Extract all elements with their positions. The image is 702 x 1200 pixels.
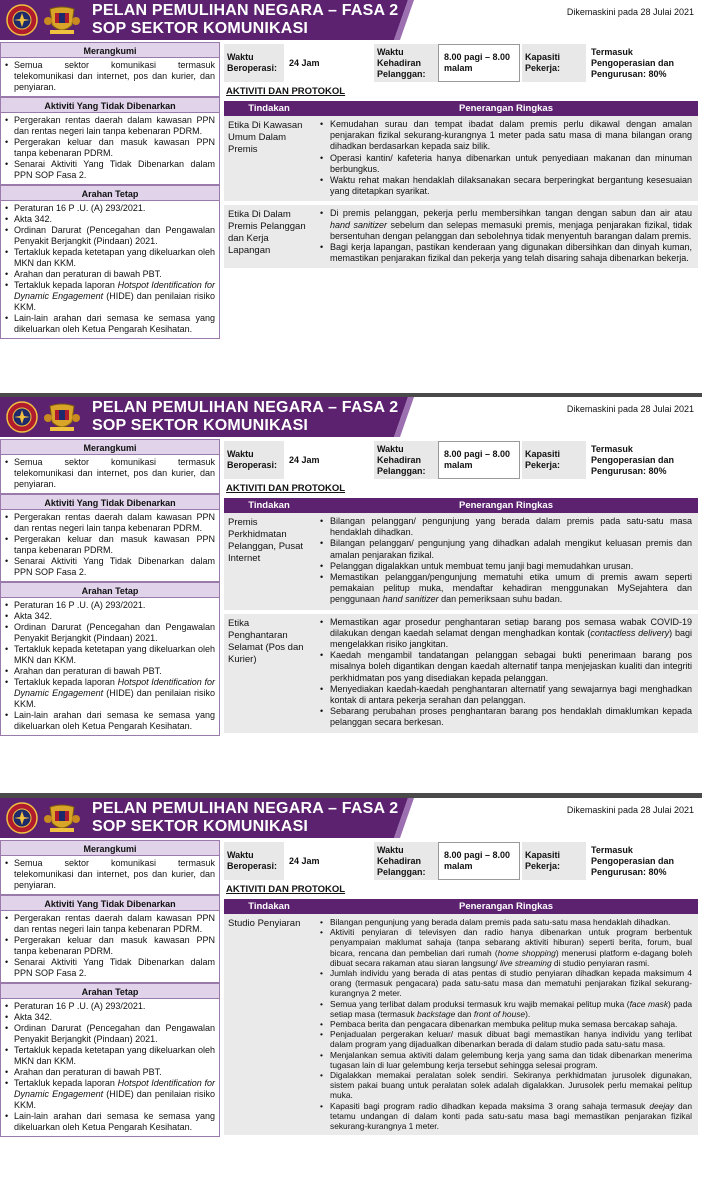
title-line-2: SOP SEKTOR KOMUNIKASI — [92, 417, 309, 434]
list-item: • Memastikan pelanggan/pengunjung mematuhi etika umum di premis awam seperti pemakaian pelitup muka, mendaftar kehadiran menggunakan MySejahtera dan penggunaan hand sanitizer dan pemeriksaan suhu badan. — [320, 572, 692, 606]
info-strip — [224, 44, 698, 82]
list-item: • Semua yang terlibat dalam produksi termasuk kru wajib memakai pelitup muka (face mask) pada setiap masa (termasuk backstage dan front of house). — [320, 999, 692, 1019]
italic-term: front of house — [473, 1008, 526, 1019]
list-item: • Tertakluk kepada laporan Hotspot Identification for Dynamic Engagement (HIDE) dan penilaian risiko KKM. — [5, 677, 215, 710]
list-item: • Pelanggan digalakkan untuk membuat temu janji bagi memudahkan urusan. — [320, 561, 692, 572]
penerangan-cell — [314, 513, 698, 610]
list-item: • Lain-lain arahan dari semasa ke semasa yang dikeluarkan oleh Ketua Pengarah Kesihatan. — [5, 710, 215, 732]
title-line-2: SOP SEKTOR KOMUNIKASI — [92, 818, 309, 835]
coat-of-arms-icon — [44, 805, 80, 832]
list-item: • Senarai Aktiviti Yang Tidak Dibenarkan dalam PPN SOP Fasa 2. — [5, 556, 215, 578]
title-line-1: PELAN PEMULIHAN NEGARA – FASA 2 — [92, 800, 399, 817]
tindakan-header: Tindakan — [224, 101, 314, 116]
waktu-operasi-label: Waktu Beroperasi: — [224, 44, 284, 82]
updated-date: Dikemaskini pada 28 Julai 2021 — [566, 7, 694, 17]
arahan-tetap-header: Arahan Tetap — [0, 185, 220, 201]
kapasiti-label: Kapasiti Pekerja: — [522, 441, 586, 479]
aktiviti-title: AKTIVITI DAN PROTOKOL — [226, 483, 346, 494]
list-item: • Kapasiti bagi program radio dihadkan kepada maksima 3 orang sahaja termasuk deejay dan tetamu undangan di dalam konti pada satu-satu masa bagi memastikan penjarakan fizikal sekurang-kurangnya 1 meter. — [320, 1101, 692, 1132]
list-item: • Pergerakan rentas daerah dalam kawasan PPN dan rentas negeri lain tanpa kebenaran PDRM. — [5, 512, 215, 534]
coat-of-arms-icon — [44, 7, 80, 34]
italic-term: home shopping — [497, 947, 556, 958]
waktu-operasi-label: Waktu Beroperasi: — [224, 842, 284, 880]
italic-term: hand sanitizer — [382, 594, 439, 605]
list-item: • Peraturan 16 P .U. (A) 293/2021. — [5, 1001, 215, 1012]
italic-term: contactless delivery — [590, 627, 670, 638]
arahan-tetap-header: Arahan Tetap — [0, 582, 220, 598]
italic-term: Hotspot Identification for Dynamic Engagement — [14, 280, 215, 301]
list-item: • Penjadualan pergerakan keluar/ masuk dibuat bagi memastikan hanya individu yang terlibat dalam program yang dijadualkan dibenarkan berada di dalam studio pada satu-satu masa. — [320, 1029, 692, 1049]
penerangan-header: Penerangan Ringkas — [314, 101, 698, 116]
list-item: • Peraturan 16 P .U. (A) 293/2021. — [5, 203, 215, 214]
government-logos — [6, 400, 82, 434]
list-item: • Pergerakan keluar dan masuk kawasan PPN tanpa kebenaran PDRM. — [5, 935, 215, 957]
tidak-dibenarkan-body — [0, 911, 220, 983]
left-panel — [0, 439, 220, 736]
title-banner — [0, 798, 420, 838]
tidak-dibenarkan-body — [0, 113, 220, 185]
title-line-2: SOP SEKTOR KOMUNIKASI — [92, 20, 309, 37]
protocol-table — [224, 498, 698, 733]
list-item: • Digalakkan memakai peralatan solek sendiri. Sekiranya perkhidmatan jurusolek digunakan, sistem pakai buang untuk peralatan solek adalah digalakkan. Jurusolek perlu memakai pelitup muka. — [320, 1070, 692, 1101]
penerangan-cell — [314, 205, 698, 268]
list-item: • Di premis pelanggan, pekerja perlu membersihkan tangan dengan sabun dan air atau hand sanitizer sebelum dan selepas memasuki premis, menjaga penjarakan fizikal, tidak bersentuhan dengan pelanggan dan sebolehnya tidak menyentuh barangan dalam premis. — [320, 208, 692, 242]
list-item: • Bilangan pelanggan/ pengunjung yang berada dalam premis pada satu-satu masa hendaklah dihadkan. — [320, 516, 692, 538]
tindakan-cell: Etika Di Dalam Premis Pelanggan dan Kerja Lapangan — [224, 205, 314, 268]
list-item: • Sebarang perubahan proses penghantaran barang pos hendaklah dimaklumkan kepada pelanggan secara berkesan. — [320, 706, 692, 728]
list-item: • Tertakluk kepada ketetapan yang dikeluarkan oleh MKN dan KKM. — [5, 1045, 215, 1067]
list-item: • Semua sektor komunikasi termasuk telekomunikasi dan internet, pos dan kurier, dan penyiaran. — [5, 60, 215, 93]
ministry-seal-icon — [7, 402, 37, 432]
arahan-tetap-body — [0, 999, 220, 1137]
italic-term: hand sanitizer — [330, 219, 388, 230]
list-item: • Menyediakan kaedah-kaedah penghantaran alternatif yang sewajarnya bagi menghadkan kontak di antara pekerja serahan dan pelanggan. — [320, 684, 692, 706]
list-item: • Semua sektor komunikasi termasuk telekomunikasi dan internet, pos dan kurier, dan penyiaran. — [5, 858, 215, 891]
waktu-operasi-value: 24 Jam — [284, 441, 372, 479]
tidak-dibenarkan-header: Aktiviti Yang Tidak Dibenarkan — [0, 494, 220, 510]
merangkumi-body — [0, 58, 220, 97]
list-item: • Akta 342. — [5, 1012, 215, 1023]
list-item: • Ordinan Darurat (Pencegahan dan Pengawalan Penyakit Berjangkit (Pindaan) 2021. — [5, 622, 215, 644]
title-banner — [0, 397, 420, 437]
italic-term: deejay — [649, 1100, 675, 1111]
tidak-dibenarkan-header: Aktiviti Yang Tidak Dibenarkan — [0, 895, 220, 911]
italic-term: Hotspot Identification for Dynamic Engagement — [14, 1078, 215, 1099]
list-item: • Semua sektor komunikasi termasuk telekomunikasi dan internet, pos dan kurier, dan penyiaran. — [5, 457, 215, 490]
merangkumi-body — [0, 455, 220, 494]
updated-date: Dikemaskini pada 28 Julai 2021 — [566, 805, 694, 815]
merangkumi-header: Merangkumi — [0, 42, 220, 58]
list-item: • Pergerakan rentas daerah dalam kawasan PPN dan rentas negeri lain tanpa kebenaran PDRM. — [5, 115, 215, 137]
aktiviti-title: AKTIVITI DAN PROTOKOL — [226, 86, 346, 97]
list-item: • Tertakluk kepada ketetapan yang dikeluarkan oleh MKN dan KKM. — [5, 247, 215, 269]
updated-date: Dikemaskini pada 28 Julai 2021 — [566, 404, 694, 414]
kapasiti-value: Termasuk Pengoperasian dan Pengurusan: 80% — [586, 441, 698, 479]
left-panel — [0, 42, 220, 339]
penerangan-header: Penerangan Ringkas — [314, 498, 698, 513]
sop-slide — [0, 397, 702, 793]
list-item: • Tertakluk kepada ketetapan yang dikeluarkan oleh MKN dan KKM. — [5, 644, 215, 666]
protocol-table — [224, 899, 698, 1135]
page-separator — [0, 393, 702, 397]
tidak-dibenarkan-body — [0, 510, 220, 582]
list-item: • Akta 342. — [5, 214, 215, 225]
waktu-operasi-value: 24 Jam — [284, 842, 372, 880]
government-logos — [6, 801, 82, 835]
list-item: • Peraturan 16 P .U. (A) 293/2021. — [5, 600, 215, 611]
list-item: • Senarai Aktiviti Yang Tidak Dibenarkan dalam PPN SOP Fasa 2. — [5, 957, 215, 979]
arahan-tetap-header: Arahan Tetap — [0, 983, 220, 999]
arahan-tetap-body — [0, 201, 220, 339]
penerangan-cell — [314, 116, 698, 201]
list-item: • Bagi kerja lapangan, pastikan kenderaan yang digunakan dibersihkan dan dinyah kuman, memastikan penjarakan fizikal dan pekerja yang telah disaring sahaja dibenarkan bekerja. — [320, 242, 692, 264]
penerangan-cell — [314, 614, 698, 733]
penerangan-header: Penerangan Ringkas — [314, 899, 698, 914]
list-item: • Ordinan Darurat (Pencegahan dan Pengawalan Penyakit Berjangkit (Pindaan) 2021. — [5, 225, 215, 247]
list-item: • Jumlah individu yang berada di atas pentas di studio penyiaran dihadkan kepada maksimum 4 orang (termasuk pengacara) pada satu-satu masa dan mematuhi penjarakan fizikal sekurang-kurangnya 2 meter. — [320, 968, 692, 999]
tindakan-cell: Studio Penyiaran — [224, 914, 314, 1135]
waktu-kehadiran-label: Waktu Kehadiran Pelanggan: — [374, 842, 438, 880]
table-row — [224, 914, 698, 1135]
waktu-kehadiran-label: Waktu Kehadiran Pelanggan: — [374, 44, 438, 82]
waktu-kehadiran-label: Waktu Kehadiran Pelanggan: — [374, 441, 438, 479]
merangkumi-body — [0, 856, 220, 895]
title-line-1: PELAN PEMULIHAN NEGARA – FASA 2 — [92, 399, 399, 416]
tindakan-header: Tindakan — [224, 899, 314, 914]
government-logos — [6, 3, 82, 37]
waktu-operasi-value: 24 Jam — [284, 44, 372, 82]
kapasiti-label: Kapasiti Pekerja: — [522, 44, 586, 82]
list-item: • Akta 342. — [5, 611, 215, 622]
left-panel — [0, 840, 220, 1137]
list-item: • Pergerakan keluar dan masuk kawasan PPN tanpa kebenaran PDRM. — [5, 137, 215, 159]
merangkumi-header: Merangkumi — [0, 840, 220, 856]
arahan-tetap-body — [0, 598, 220, 736]
info-strip — [224, 842, 698, 880]
list-item: • Kaedah mengambil tandatangan pelanggan sebagai bukti penerimaan barang pos misalnya boleh digantikan dengan kaedah alternatif tanpa menjejaskan kualiti dan integriti perkhidmatan pos yang disediakan kepada pelanggan. — [320, 650, 692, 684]
list-item: • Menjalankan semua aktiviti dalam gelembung kerja yang sama dan tidak dibenarkan menerima tugasan lain di luar gelembung kerja tersebut sehingga selesai program. — [320, 1050, 692, 1070]
list-item: • Arahan dan peraturan di bawah PBT. — [5, 666, 215, 677]
title-line-1: PELAN PEMULIHAN NEGARA – FASA 2 — [92, 2, 399, 19]
tindakan-cell: Etika Penghantaran Selamat (Pos dan Kurier) — [224, 614, 314, 733]
ministry-seal-icon — [7, 803, 37, 833]
table-row — [224, 205, 698, 268]
list-item: • Pembaca berita dan pengacara dibenarkan membuka pelitup muka semasa bercakap sahaja. — [320, 1019, 692, 1029]
list-item: • Bilangan pelanggan/ pengunjung yang dihadkan adalah mengikut keluasan premis dan amalan penjarakan fizikal. — [320, 538, 692, 560]
list-item: • Lain-lain arahan dari semasa ke semasa yang dikeluarkan oleh Ketua Pengarah Kesihatan. — [5, 313, 215, 335]
kapasiti-label: Kapasiti Pekerja: — [522, 842, 586, 880]
protocol-table — [224, 101, 698, 268]
list-item: • Tertakluk kepada laporan Hotspot Identification for Dynamic Engagement (HIDE) dan penilaian risiko KKM. — [5, 280, 215, 313]
sop-slide — [0, 798, 702, 1200]
table-row — [224, 614, 698, 733]
coat-of-arms-icon — [44, 404, 80, 431]
italic-term: face mask — [629, 998, 669, 1009]
tindakan-header: Tindakan — [224, 498, 314, 513]
waktu-kehadiran-value: 8.00 pagi – 8.00 malam — [438, 842, 520, 880]
table-row — [224, 513, 698, 610]
list-item: • Memastikan agar prosedur penghantaran setiap barang pos semasa wabak COVID-19 dilakukan dengan kaedah selamat dengan menghadkan kontak (contactless delivery) bagi mengelakkan risiko jangkitan. — [320, 617, 692, 651]
tindakan-cell: Etika Di Kawasan Umum Dalam Premis — [224, 116, 314, 201]
italic-term: backstage — [417, 1008, 456, 1019]
ministry-seal-icon — [7, 5, 37, 35]
tindakan-cell: Premis Perkhidmatan Pelanggan, Pusat Internet — [224, 513, 314, 610]
waktu-kehadiran-value: 8.00 pagi – 8.00 malam — [438, 44, 520, 82]
page-separator — [0, 793, 702, 798]
aktiviti-title: AKTIVITI DAN PROTOKOL — [226, 884, 346, 895]
merangkumi-header: Merangkumi — [0, 439, 220, 455]
list-item: • Operasi kantin/ kafeteria hanya dibenarkan untuk penyediaan makanan dan minuman berbungkus. — [320, 153, 692, 175]
list-item: • Kemudahan surau dan tempat ibadat dalam premis perlu dikawal dengan amalan penjarakan fizikal sekurang-kurangnya 1 meter pada satu masa di mana bilangan orang dihadkan berdasarkan kepada saiz bilik. — [320, 119, 692, 153]
sop-slide — [0, 0, 702, 393]
list-item: • Pergerakan rentas daerah dalam kawasan PPN dan rentas negeri lain tanpa kebenaran PDRM. — [5, 913, 215, 935]
list-item: • Lain-lain arahan dari semasa ke semasa yang dikeluarkan oleh Ketua Pengarah Kesihatan. — [5, 1111, 215, 1133]
info-strip — [224, 441, 698, 479]
penerangan-cell — [314, 914, 698, 1135]
waktu-operasi-label: Waktu Beroperasi: — [224, 441, 284, 479]
list-item: • Arahan dan peraturan di bawah PBT. — [5, 269, 215, 280]
list-item: • Pergerakan keluar dan masuk kawasan PPN tanpa kebenaran PDRM. — [5, 534, 215, 556]
italic-term: Hotspot Identification for Dynamic Engagement — [14, 677, 215, 698]
waktu-kehadiran-value: 8.00 pagi – 8.00 malam — [438, 441, 520, 479]
kapasiti-value: Termasuk Pengoperasian dan Pengurusan: 80% — [586, 842, 698, 880]
kapasiti-value: Termasuk Pengoperasian dan Pengurusan: 80% — [586, 44, 698, 82]
tidak-dibenarkan-header: Aktiviti Yang Tidak Dibenarkan — [0, 97, 220, 113]
list-item: • Tertakluk kepada laporan Hotspot Identification for Dynamic Engagement (HIDE) dan penilaian risiko KKM. — [5, 1078, 215, 1111]
list-item: • Bilangan pengunjung yang berada dalam premis pada satu-satu masa hendaklah dihadkan. — [320, 917, 692, 927]
table-row — [224, 116, 698, 201]
italic-term: live streaming — [499, 957, 552, 968]
title-banner — [0, 0, 420, 40]
list-item: • Arahan dan peraturan di bawah PBT. — [5, 1067, 215, 1078]
list-item: • Ordinan Darurat (Pencegahan dan Pengawalan Penyakit Berjangkit (Pindaan) 2021. — [5, 1023, 215, 1045]
list-item: • Waktu rehat makan hendaklah dilaksanakan secara berperingkat bergantung kesesuaian yang ditetapkan syarikat. — [320, 175, 692, 197]
list-item: • Aktiviti penyiaran di televisyen dan radio hanya dibenarkan untuk program berbentuk penyampaian maklumat sahaja (tanpa sebarang aktiviti hiburan) seperti berita, forum, bual bicara, rencana dan pembelian dari rumah (home shopping) menerusi platform e-dagang boleh dibuat secara rakaman atau siaran langsung/ live streaming di studio penyiaran rasmi. — [320, 927, 692, 968]
list-item: • Senarai Aktiviti Yang Tidak Dibenarkan dalam PPN SOP Fasa 2. — [5, 159, 215, 181]
